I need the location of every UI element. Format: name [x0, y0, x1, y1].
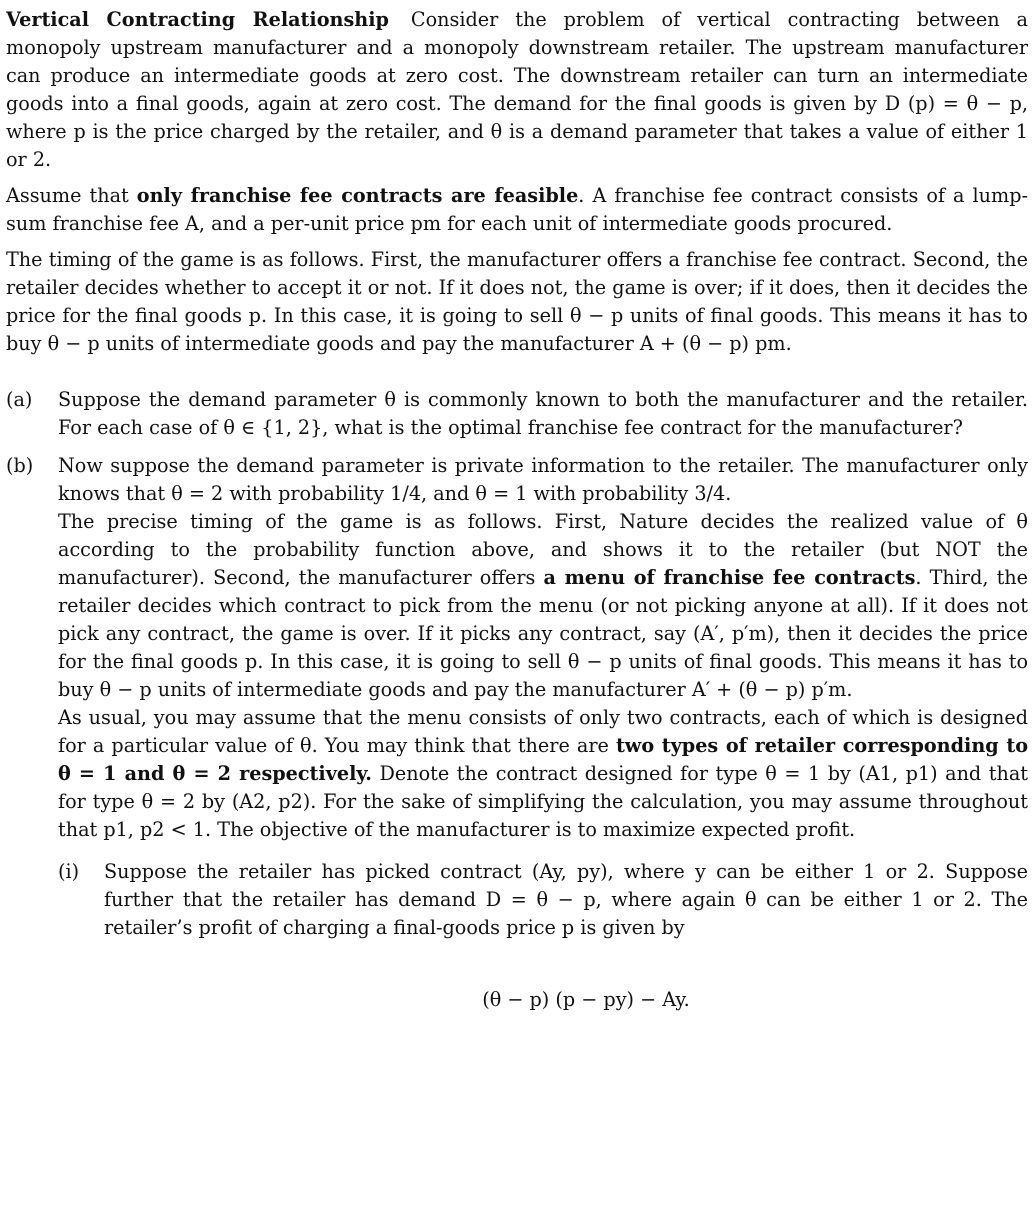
intro-text: Consider the problem of vertical contracting between a monopoly upstream manufacturer and a monopoly downstream retailer. The upstream manufacturer can produce an intermediate goods at zero cost. The downstream retailer can turn an intermediate goods into a final goods, again at zero cost. The demand for the final goods is given by D (p) = θ − p, where p is the price charged by the retailer, and θ is a demand parameter that takes a value of either 1 or 2.	[6, 8, 1028, 171]
timing-paragraph: The timing of the game is as follows. First, the manufacturer offers a franchise fee contract. Second, the retailer decides whether to accept it or not. If it does not, the game is over; if it does, then it decides the price for the final goods p. In this case, it is going to sell θ − p units of final goods. This means it has to buy θ − p units of intermediate goods and pay the manufacturer A + (θ − p) pm.	[6, 248, 1028, 355]
emphasis-feasible: only franchise fee contracts are feasible	[136, 184, 579, 207]
question-b-text1: Now suppose the demand parameter is private information to the retailer. The manufacturer only knows that θ = 2 with probability 1/4, and θ = 1 with probability 3/4.	[58, 454, 1028, 505]
question-b-text2: The precise timing of the game is as follows. First, Nature decides the realized value of θ according to the probability function above, and shows it to the retailer (but NOT the manufacturer). Second, the manufacturer offers a menu of franchise fee contracts. Third, the retailer decides which contract to pick from the menu (or not picking anyone at all). If it does not pick any contract, the game is over. If it picks any contract, say (A′, p′m), then it decides the price for the final goods p. In this case, it is going to sell θ − p units of final goods. This means it has to buy θ − p units of intermediate goods and pay the manufacturer A′ + (θ − p) p′m.	[58, 510, 1028, 701]
emphasis-menu: a menu of franchise fee contracts	[543, 566, 916, 589]
section-title: Vertical Contracting Relationship	[6, 8, 389, 31]
profit-equation: (θ − p) (p − py) − Ay.	[482, 988, 690, 1011]
question-a-text: Suppose the demand parameter θ is commonly known to both the manufacturer and the retailer. For each case of θ ∈ {1, 2}, what is the optimal franchise fee contract for the manufacturer?	[58, 388, 1028, 439]
question-b-i	[58, 858, 1028, 1014]
question-a-label: (a)	[6, 388, 33, 411]
emphasis-types: two types of retailer corresponding to θ = 1 and θ = 2 respectively.	[58, 734, 1029, 785]
intro-paragraph	[6, 6, 1028, 174]
question-b-i-text: Suppose the retailer has picked contract (Ay, py), where y can be either 1 or 2. Suppose further that the retailer has demand D = θ − p, where again θ can be either 1 or 2. The retailer’s profit of charging a final-goods price p is given by	[104, 860, 1028, 939]
contract-paragraph: Assume that only franchise fee contracts are feasible. A franchise fee contract consists of a lump-sum franchise fee A, and a per-unit price pm for each unit of intermediate goods procured.	[6, 184, 1028, 235]
question-b-text3: As usual, you may assume that the menu consists of only two contracts, each of which is designed for a particular value of θ. You may think that there are two types of retailer corresponding to θ = 1 and θ = 2 respectively. Denote the contract designed for type θ = 1 by (A1, p1) and that for type θ = 2 by (A2, p2). For the sake of simplifying the calculation, you may assume throughout that p1, p2 < 1. The objective of the manufacturer is to maximize expected profit.	[58, 706, 1029, 841]
question-b-i-label: (i)	[58, 860, 80, 883]
question-a	[6, 386, 1028, 442]
question-b-label: (b)	[6, 454, 34, 477]
question-b	[6, 452, 1028, 1014]
